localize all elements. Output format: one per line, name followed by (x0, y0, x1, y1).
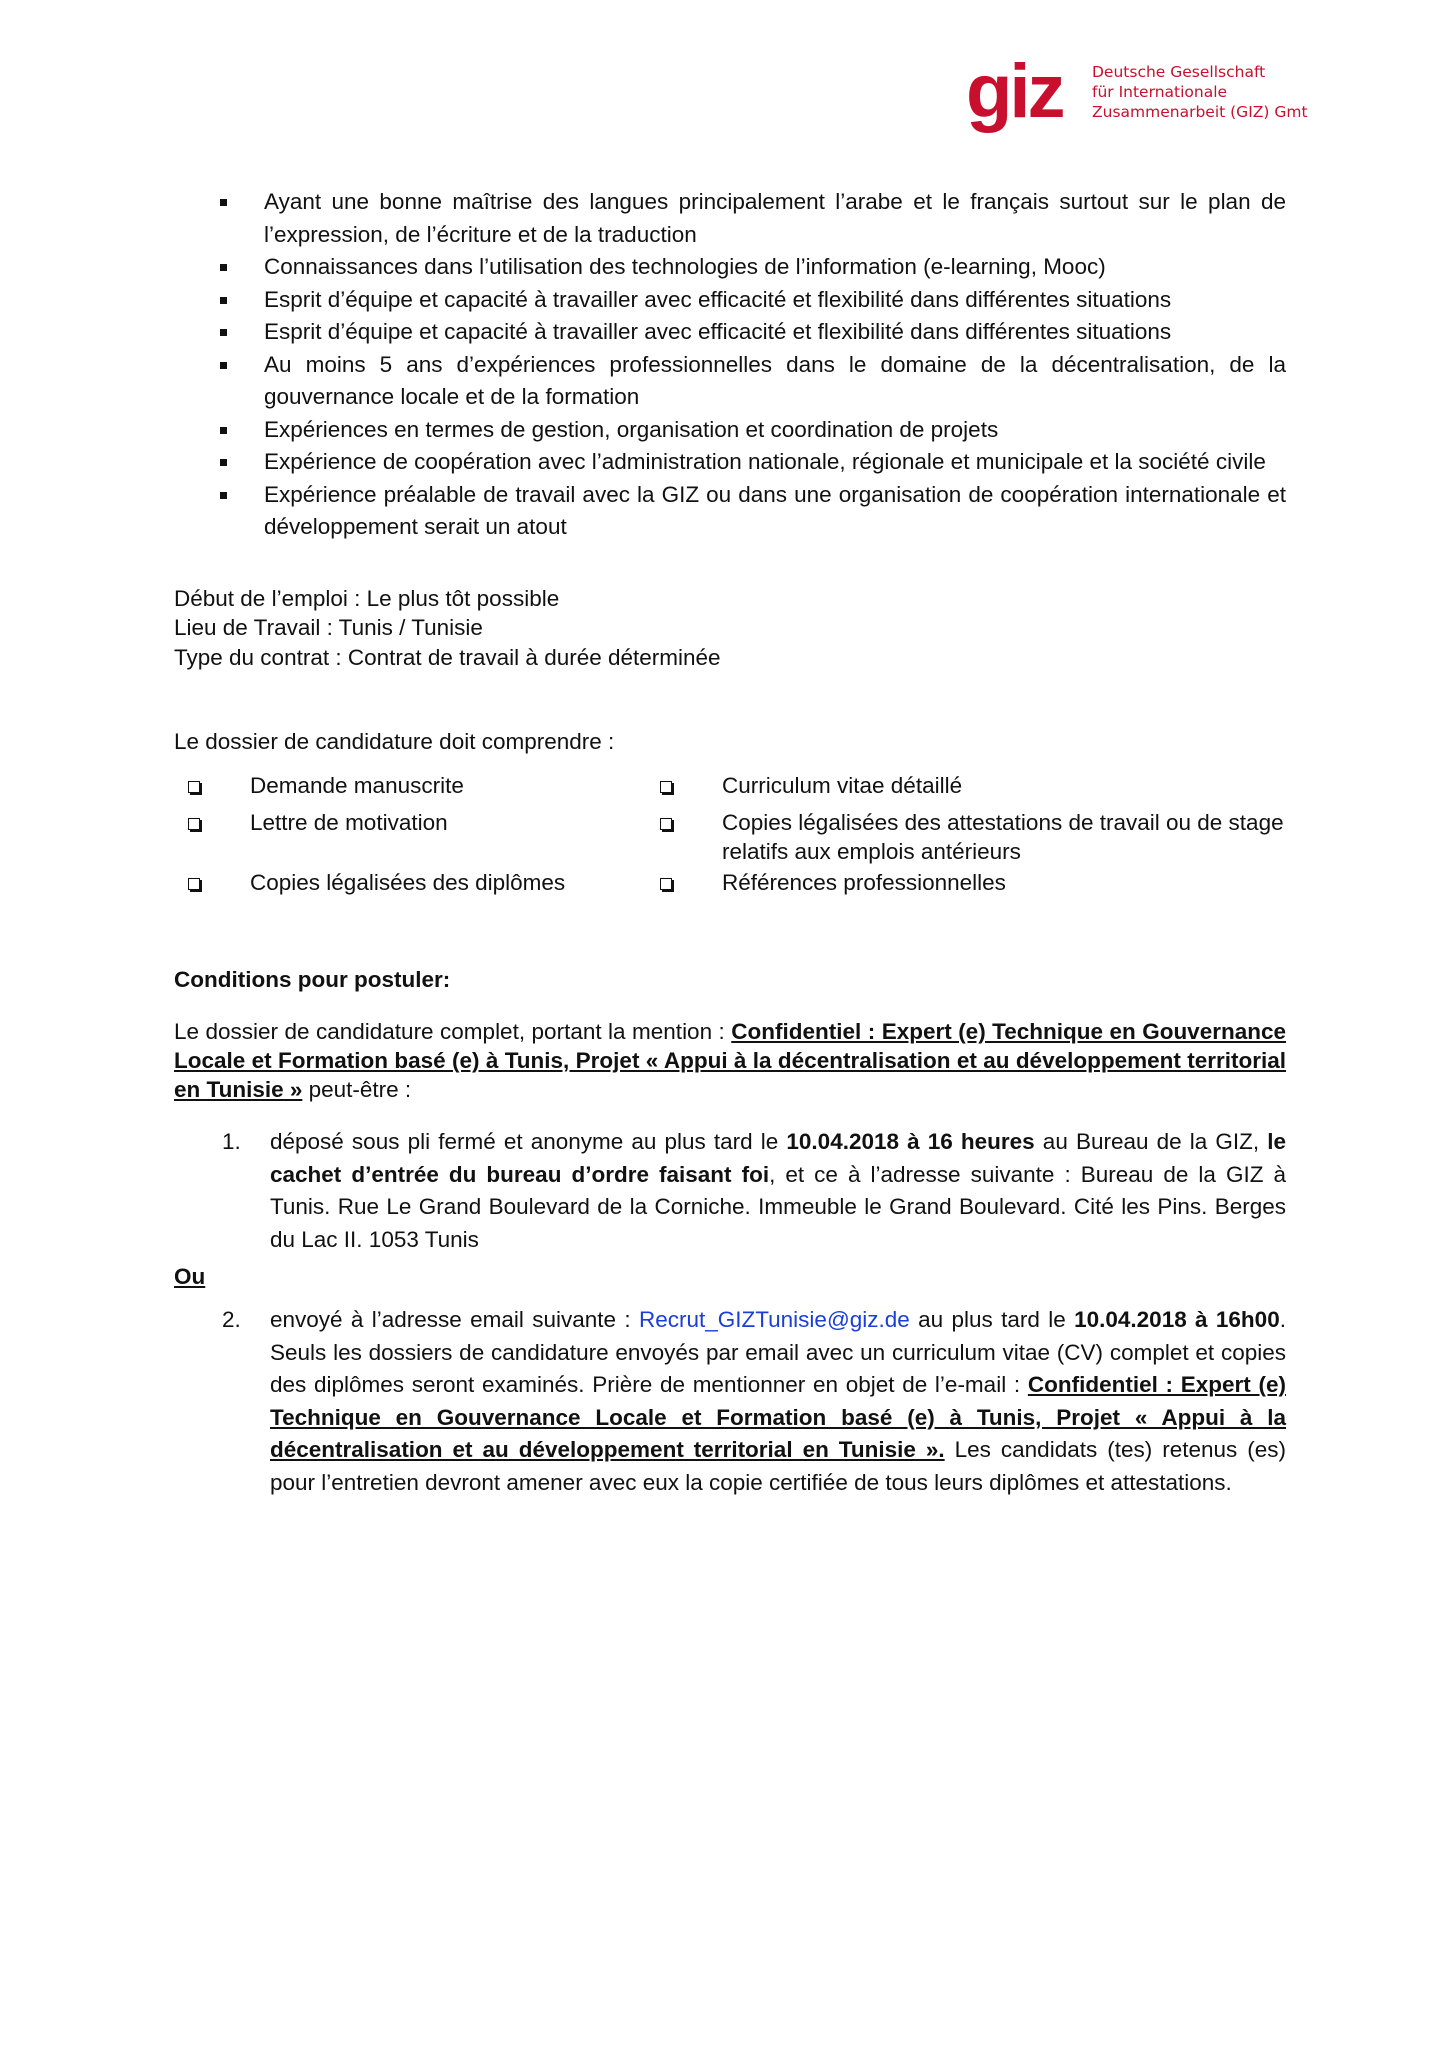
email-deadline: 10.04.2018 à 16h00 (1074, 1307, 1280, 1332)
requirements-list (174, 186, 1286, 544)
conditions-body: Le dossier de candidature complet, portant la mention : Confidentiel : Expert (e) Technique en Gouvernance Locale et Formation basé (e) à Tunis, Projet « Appui à la décentralisation et au développement territorial en Tunisie » peut-être : (174, 1019, 1286, 1102)
checkbox-icon (660, 781, 672, 793)
step-email: 2. envoyé à l’adresse email suivante : Recrut_GIZTunisie@giz.de au plus tard le 10.04.2018 à 16h00. Seuls les dossiers de candidature envoyés par email avec un curriculum vitae (CV) complet et copies des diplômes seront examinés. Prière de mentionner en objet de l’e-mail : Confidentiel : Expert (e) Technique en Gouvernance Locale et Formation basé (e) à Tunis, Projet « Appui à la décentralisation et au développement territorial en Tunisie ». Les candidats (tes) retenus (es) pour l’entretien devront amener avec eux la copie certifiée de tous leurs diplômes et attestations. (222, 1307, 1286, 1495)
requirement-item: Expérience préalable de travail avec la GIZ ou dans une organisation de coopération internationale et développement serait un atout (174, 479, 1286, 544)
checkbox-icon (188, 781, 200, 793)
job-location: Lieu de Travail : Tunis / Tunisie (174, 615, 483, 640)
application-mention: Confidentiel : Expert (e) Technique en Gouvernance Locale et Formation basé (e) à Tunis, Projet « Appui à la décentralisation et au développement territorial en Tunisie » (174, 1019, 1286, 1102)
deposit-deadline: 10.04.2018 à 16 heures (786, 1129, 1035, 1154)
step-deposit: 1. déposé sous pli fermé et anonyme au plus tard le 10.04.2018 à 16 heures au Bureau de la GIZ, le cachet d’entrée du bureau d’ordre faisant foi, et ce à l’adresse suivante : Bureau de la GIZ à Tunis. Rue Le Grand Boulevard de la Corniche. Immeuble le Grand Boulevard. Cité les Pins. Berges du Lac II. 1053 Tunis (222, 1129, 1286, 1252)
job-contract: Type du contrat : Contrat de travail à durée déterminée (174, 644, 721, 670)
email-link[interactable]: Recrut_GIZTunisie@giz.de (638, 1307, 910, 1332)
document-body (174, 186, 1286, 1499)
giz-logo (966, 49, 1308, 144)
checkbox-icon (188, 818, 200, 830)
requirement-item: Au moins 5 ans d’expériences professionnelles dans le domaine de la décentralisation, de la gouvernance locale et de la formation (174, 349, 1286, 414)
giz-logo-text (1092, 62, 1308, 122)
requirement-item: Expériences en termes de gestion, organisation et coordination de projets (174, 414, 1286, 447)
square-bullet-icon (220, 492, 227, 499)
dossier-checklist: Demande manuscrite Curriculum vitae détaillé Lettre de motivation Copies légalisées des attestations de travail ou de stage relatifs aux emplois antérieurs Copies légalisées des diplômes Références professionnelles (174, 771, 1286, 911)
submission-steps (174, 1126, 1286, 1499)
requirement-item: Expérience de coopération avec l’administration nationale, régionale et municipale et la société civile (174, 446, 1286, 479)
checkbox-icon (188, 878, 200, 890)
square-bullet-icon (220, 199, 227, 206)
square-bullet-icon (220, 362, 227, 369)
requirement-item: Connaissances dans l’utilisation des technologies de l’information (e-learning, Mooc) (174, 251, 1286, 284)
logo-line-1: Deutsche Gesellschaft (1092, 63, 1266, 81)
email-subject: Confidentiel : Expert (e) Technique en Gouvernance Locale et Formation basé (e) à Tunis, Projet « Appui à la décentralisation et au développement territorial en Tunisie ». (270, 1372, 1286, 1462)
square-bullet-icon (220, 427, 227, 434)
job-info (174, 584, 1286, 673)
or-separator: Ou (174, 1264, 206, 1289)
job-start: Début de l’emploi : Le plus tôt possible (174, 585, 560, 611)
giz-logo-mark: giz (966, 49, 1063, 134)
square-bullet-icon (220, 329, 227, 336)
dossier-intro: Le dossier de candidature doit comprendre : (174, 729, 615, 754)
square-bullet-icon (220, 459, 227, 466)
conditions-heading: Conditions pour postuler: (174, 967, 451, 992)
requirement-item: Esprit d’équipe et capacité à travailler avec efficacité et flexibilité dans différentes situations (174, 316, 1286, 349)
requirement-item: Ayant une bonne maîtrise des langues principalement l’arabe et le français surtout sur le plan de l’expression, de l’écriture et de la traduction (174, 186, 1286, 251)
checkbox-icon (660, 818, 672, 830)
square-bullet-icon (220, 264, 227, 271)
logo-line-2: für Internationale (1092, 83, 1228, 101)
logo-line-3: Zusammenarbeit (GIZ) Gmt (1092, 103, 1308, 121)
checkbox-icon (660, 878, 672, 890)
requirement-item: Esprit d’équipe et capacité à travailler avec efficacité et flexibilité dans différentes situations (174, 284, 1286, 317)
square-bullet-icon (220, 297, 227, 304)
